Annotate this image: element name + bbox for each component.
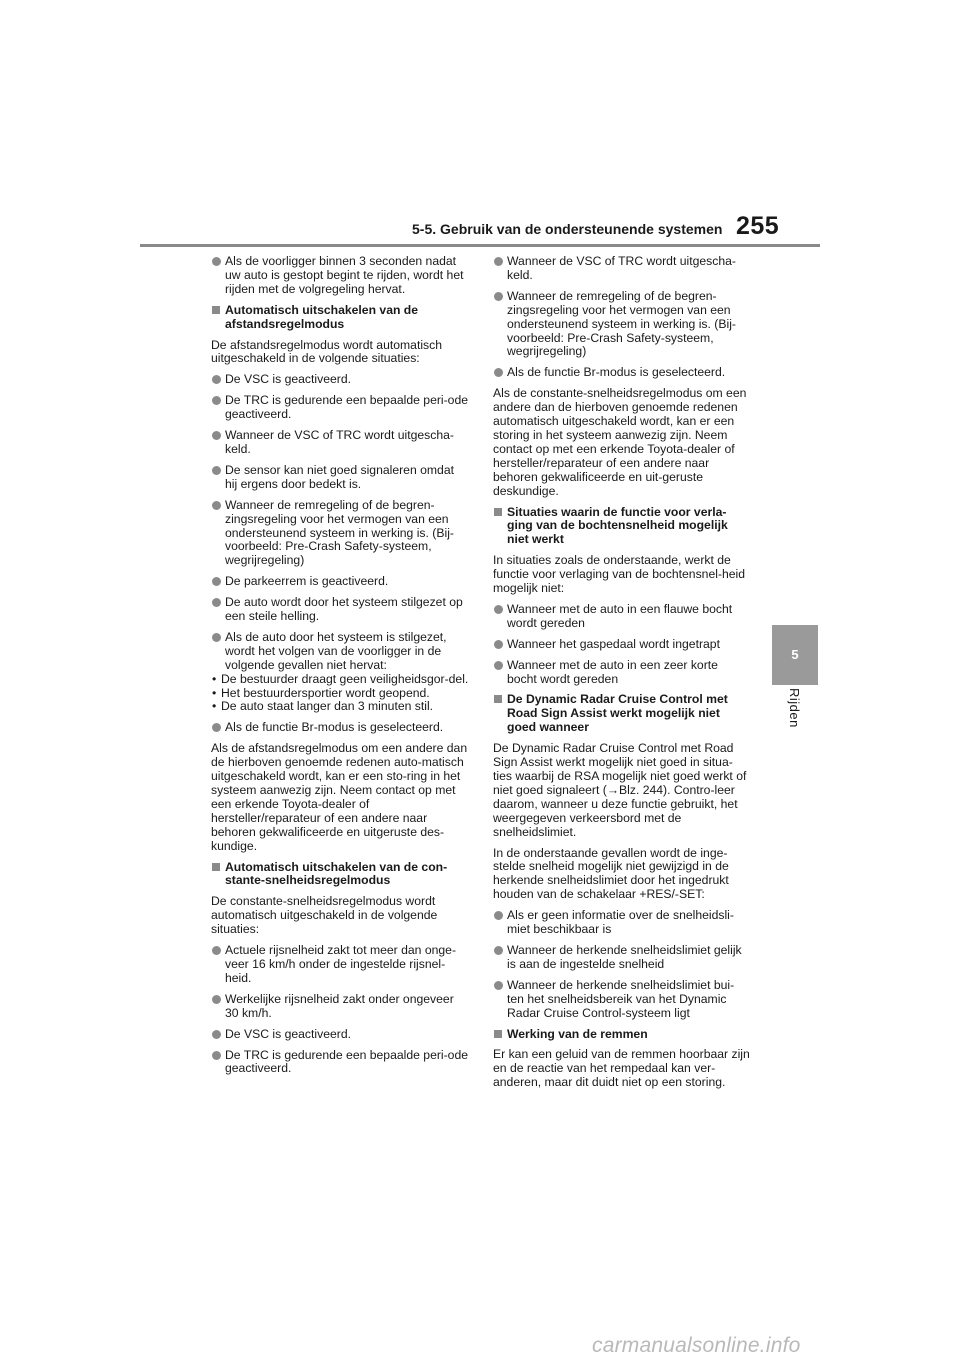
dot-list-item: • De bestuurder draagt geen veiligheidsgor-del.: [211, 673, 469, 687]
list-item: Wanneer de remregeling of de begren-zingsregeling voor het vermogen van een ondersteunend systeem in werking is. (Bij-voorbeeld: Pre-Crash Safety-systeem, wegrijregeling): [493, 290, 751, 360]
paragraph: Als de afstandsregelmodus om een andere dan de hierboven genoemde redenen auto-matisch uitgeschakeld wordt, kan er een sto-ring in het systeem aanwezig zijn. Neem contact op met een erkende Toyota-dealer of hersteller/reparateur of een andere naar behoren gekwalificeerde en uitgeruste des-kundige.: [211, 741, 468, 853]
list-item: Als de functie Br-modus is geselecteerd.: [493, 366, 751, 380]
section-title: 5-5. Gebruik van de ondersteunende systemen: [412, 221, 723, 237]
paragraph: De constante-snelheidsregelmodus wordt automatisch uitgeschakeld in de volgende situaties:: [211, 894, 438, 937]
list-item: Actuele rijsnelheid zakt tot meer dan onge-veer 16 km/h onder de ingestelde rijsnel-heid.: [211, 944, 469, 986]
list-item: Wanneer de herkende snelheidslimiet bui-ten het snelheidsbereik van het Dynamic Radar Cruise Control-systeem ligt: [493, 979, 751, 1021]
paragraph: In situaties zoals de onderstaande, werkt de functie voor verlaging van de bochtensnel-heid mogelijk niet:: [493, 553, 746, 596]
subheading: De Dynamic Radar Cruise Control met Road Sign Assist werkt mogelijk niet goed wanneer: [493, 693, 751, 735]
list-item: De TRC is gedurende een bepaalde peri-ode geactiveerd.: [211, 1049, 469, 1077]
dot-list: [221, 671, 469, 715]
list-item: [211, 631, 469, 714]
paragraph: Als de constante-snelheidsregelmodus om een andere dan de hierboven genoemde redenen automatisch uitgeschakeld wordt, kan er een storing in het systeem aanwezig zijn. Neem contact op met een erkende Toyota-dealer of hersteller/reparateur of een andere naar behoren gekwalificeerde en uit-geruste deskundige.: [493, 386, 747, 498]
chapter-tab[interactable]: 5: [772, 625, 818, 685]
list-item: De parkeerrem is geactiveerd.: [211, 575, 469, 589]
left-column: [211, 255, 469, 1083]
list-item: De auto wordt door het systeem stilgezet op een steile helling.: [211, 596, 469, 624]
right-column: [493, 255, 751, 1097]
paragraph: De Dynamic Radar Cruise Control met Road Sign Assist werkt mogelijk niet goed in situa-ties waarbij de RSA mogelijk niet goed werkt of niet goed signaleert (→Blz. 244). Contro-leer daarom, wanneer u deze functie gebruikt, het weergegeven verkeersbord met de snelheidslimiet.: [493, 741, 747, 839]
paragraph: In de onderstaande gevallen wordt de inge-stelde snelheid mogelijk niet gewijzigd in de herkende snelheidslimiet door het ingedrukt houden van de schakelaar +RES/-SET:: [493, 845, 729, 902]
list-item: Als de functie Br-modus is geselecteerd.: [211, 721, 469, 735]
list-item-text: Als de auto door het systeem is stilgezet, wordt het volgen van de voorligger in de volgende gevallen niet hervat:: [225, 629, 447, 672]
chapter-label: Rijden: [787, 688, 802, 728]
list-item: Wanneer het gaspedaal wordt ingetrapt: [493, 638, 751, 652]
paragraph: Er kan een geluid van de remmen hoorbaar zijn en de reactie van het rempedaal kan ver-anderen, maar dit duidt niet op een storing.: [493, 1047, 750, 1090]
list-item: Wanneer met de auto in een flauwe bocht wordt gereden: [493, 603, 751, 631]
list-item: De VSC is geactiveerd.: [211, 373, 469, 387]
list-item: De TRC is gedurende een bepaalde peri-ode geactiveerd.: [211, 394, 469, 422]
list-item: Als de voorligger binnen 3 seconden nadat uw auto is gestopt begint te rijden, wordt het rijden met de volgregeling hervat.: [211, 255, 469, 297]
list-item: Wanneer de VSC of TRC wordt uitgescha-keld.: [493, 255, 751, 283]
header-divider: [140, 244, 820, 247]
subheading: Automatisch uitschakelen van de con-stante-snelheidsregelmodus: [211, 861, 469, 889]
subheading: Situaties waarin de functie voor verla-ging van de bochtensnelheid mogelijk niet werkt: [493, 506, 751, 548]
list-item: Wanneer met de auto in een zeer korte bocht wordt gereden: [493, 659, 751, 687]
list-item: Wanneer de remregeling of de begren-zingsregeling voor het vermogen van een ondersteunend systeem in werking is. (Bij-voorbeeld: Pre-Crash Safety-systeem, wegrijregeling): [211, 499, 469, 569]
dot-list-item: • De auto staat langer dan 3 minuten stil.: [211, 700, 469, 714]
list-item: Werkelijke rijsnelheid zakt onder ongeveer 30 km/h.: [211, 993, 469, 1021]
list-item: Wanneer de VSC of TRC wordt uitgescha-keld.: [211, 429, 469, 457]
list-item: De VSC is geactiveerd.: [211, 1028, 469, 1042]
watermark: carmanualsonline.info: [592, 1334, 801, 1357]
dot-list-item: • Het bestuurdersportier wordt geopend.: [211, 687, 469, 701]
subheading: Automatisch uitschakelen van de afstandsregelmodus: [211, 304, 469, 332]
list-item: De sensor kan niet goed signaleren omdat hij ergens door bedekt is.: [211, 464, 469, 492]
page-number: 255: [736, 212, 780, 240]
paragraph: De afstandsregelmodus wordt automatisch uitgeschakeld in de volgende situaties:: [211, 337, 443, 366]
subheading: Werking van de remmen: [493, 1028, 751, 1042]
list-item: Als er geen informatie over de snelheidsli-miet beschikbaar is: [493, 909, 751, 937]
list-item: Wanneer de herkende snelheidslimiet gelijk is aan de ingestelde snelheid: [493, 944, 751, 972]
